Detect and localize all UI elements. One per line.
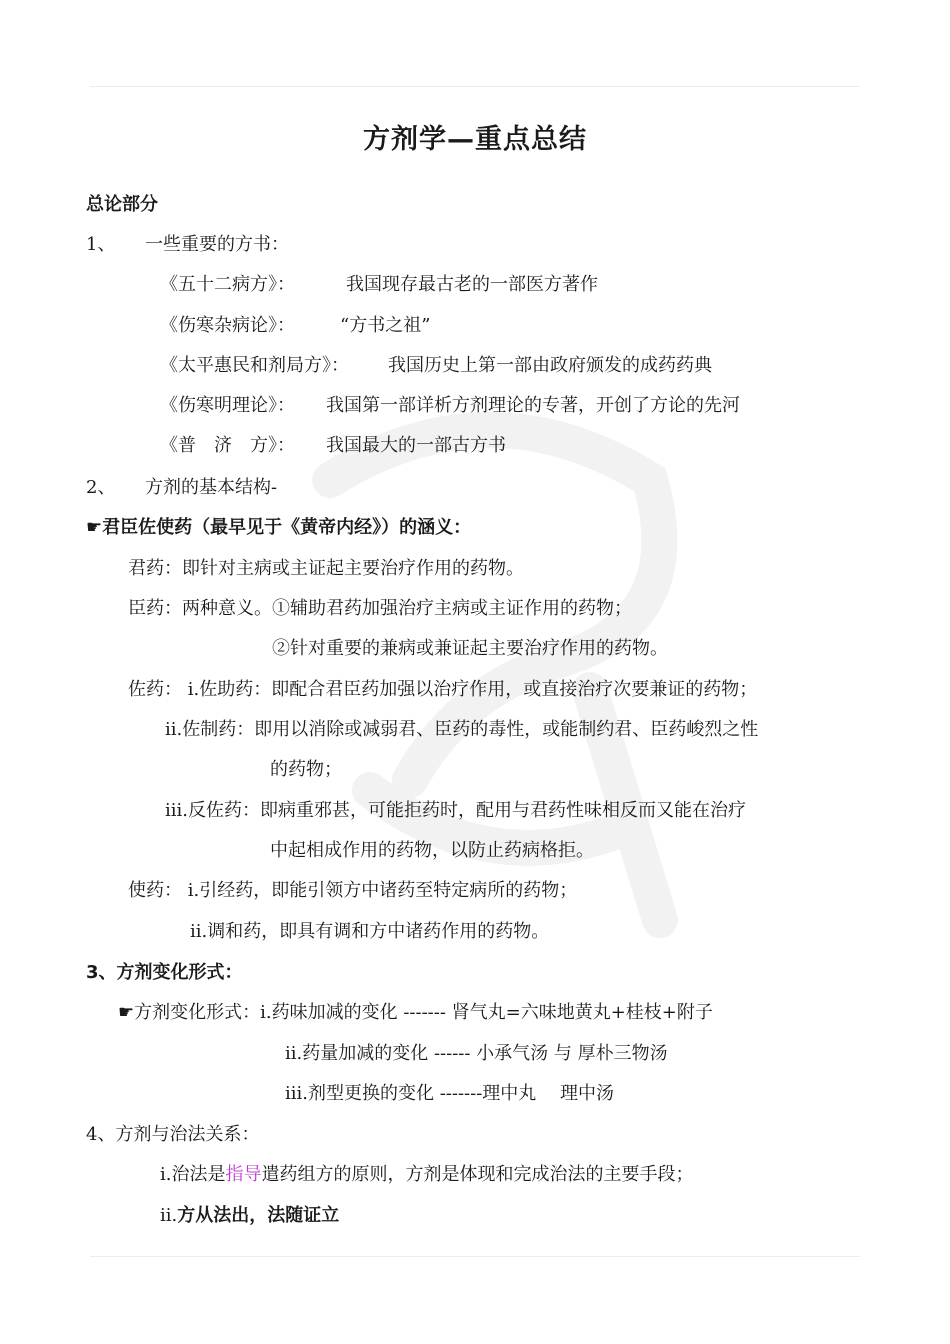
s3-line-1: ☛方剂变化形式：i.药味加减的变化 ------- 肾气丸=六味地黄丸+桂枝+附子 <box>118 1002 713 1023</box>
zuo-yao-line-1: 佐药： i.佐助药：即配合君臣药加强以治疗作用，或直接治疗次要兼证的药物； <box>128 679 758 700</box>
s4-line-1-post: 遣药组方的原则，方剂是体现和完成治法的主要手段； <box>261 1164 694 1185</box>
s4-line-2-num: ii. <box>160 1205 178 1226</box>
s1-number: 1、 <box>86 234 116 255</box>
s2-heading: 方剂的基本结构- <box>145 477 278 498</box>
s3-line-2: ii.药量加减的变化 ------ 小承气汤 与 厚朴三物汤 <box>285 1043 668 1064</box>
book-desc: 我国现存最古老的一部医方著作 <box>346 274 598 295</box>
s2-number: 2、 <box>86 477 116 498</box>
zuo-yao-line-3b: 中起相成作用的药物，以防止药病格拒。 <box>270 840 594 861</box>
jun-chen-zuo-shi-heading: ☛君臣佐使药（最早见于《黄帝内经》）的涵义： <box>86 517 472 538</box>
chen-yao-line-2: ②针对重要的兼病或兼证起主要治疗作用的药物。 <box>272 638 668 659</box>
zuo-yao-line-2b: 的药物； <box>270 759 342 780</box>
s4-line-1-pre: i.治法是 <box>160 1164 226 1185</box>
header-rule <box>90 86 860 87</box>
book-title: 《伤寒杂病论》： <box>160 315 295 336</box>
s4-line-2 <box>160 1204 339 1228</box>
jun-yao-line: 君药：即针对主病或主证起主要治疗作用的药物。 <box>128 558 524 579</box>
page-title: 方剂学—重点总结 <box>363 124 587 155</box>
highlight-text: 指导 <box>225 1164 262 1185</box>
s4-heading: 4、方剂与治法关系： <box>86 1124 260 1145</box>
book-desc: 我国最大的一部古方书 <box>326 435 506 456</box>
book-title: 《伤寒明理论》： <box>160 395 295 416</box>
zuo-yao-line-2a: ii.佐制药：即用以消除或减弱君、臣药的毒性，或能制约君、臣药峻烈之性 <box>165 719 759 740</box>
s1-heading: 一些重要的方书： <box>145 234 289 255</box>
s3-line-3: iii.剂型更换的变化 -------理中丸 理中汤 <box>285 1083 615 1104</box>
book-desc: 我国第一部详析方剂理论的专著，开创了方论的先河 <box>326 395 740 416</box>
book-title: 《普 济 方》： <box>160 435 295 456</box>
footer-rule <box>90 1256 860 1257</box>
book-title: 《太平惠民和剂局方》： <box>160 355 349 376</box>
section-general-heading: 总论部分 <box>86 194 158 215</box>
chen-yao-line-1: 臣药：两种意义。①辅助君药加强治疗主病或主证作用的药物； <box>128 598 632 619</box>
s4-line-2-text: 方从法出，法随证立 <box>177 1205 340 1226</box>
s4-line-1 <box>160 1163 693 1187</box>
zuo-yao-line-3a: iii.反佐药：即病重邪甚，可能拒药时，配用与君药性味相反而又能在治疗 <box>165 800 746 821</box>
book-title: 《五十二病方》： <box>160 274 295 295</box>
shi-yao-line-2: ii.调和药，即具有调和方中诸药作用的药物。 <box>190 921 550 942</box>
s3-heading: 3、方剂变化形式： <box>86 962 243 983</box>
book-desc: “方书之祖” <box>340 315 431 336</box>
shi-yao-line-1: 使药： i.引经药，即能引领方中诸药至特定病所的药物； <box>128 880 578 901</box>
book-desc: 我国历史上第一部由政府颁发的成药药典 <box>388 355 712 376</box>
